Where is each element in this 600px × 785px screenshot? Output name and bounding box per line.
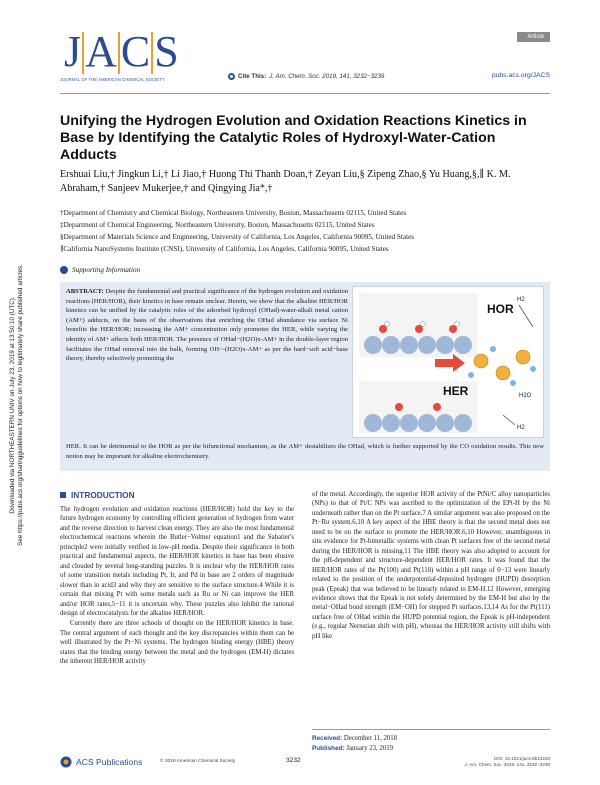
received-value: December 11, 2018 (343, 735, 398, 742)
toc-graphic (352, 286, 544, 438)
toc-h2o-label: H2O (519, 393, 532, 399)
copyright-notice: © 2019 American Chemical Society (160, 759, 236, 764)
toc-hor-label: HOR (487, 302, 514, 316)
toc-arrow-icon (519, 305, 533, 327)
cite-icon (228, 73, 235, 80)
doi-prefix: DOI: (494, 756, 504, 761)
article-type-badge: Article (517, 32, 550, 42)
journal-url[interactable]: pubs.acs.org/JACS (491, 72, 550, 79)
acs-publications-logo[interactable] (60, 756, 142, 768)
journal-full-name: JOURNAL OF THE AMERICAN CHEMICAL SOCIETY (60, 77, 165, 82)
article-title: Unifying the Hydrogen Evolution and Oxidation Reactions Kinetics in Base by Identifying the Catalytic Roles of Hydroxyl-Water-Cation Adducts (60, 113, 527, 163)
doi-link[interactable]: 10.1021/jacs.8b13228 (504, 756, 550, 761)
logo-divider (151, 32, 153, 74)
toc-arrow-icon (503, 415, 515, 425)
affiliation-item: ‡Department of Chemical Engineering, Northeastern University, Boston, Massachusetts 02115, United States (60, 221, 375, 229)
affiliation-item: §Department of Materials Science and Engineering, University of California, Los Angeles, California 90095, United States (60, 233, 415, 241)
page-number: 3232 (286, 757, 301, 764)
intro-paragraph: The hydrogen evolution and oxidation reactions (HER/HOR) hold the key to the future hydrogen economy by controlling efficient generation of hydrogen from water and the reverse direction to harvest clean energy. They are also the most fundamental electrochemical reactions wherein the Butler−Volmer equation1 and the Sabatier's principle2 were initially verified in low-pH media. Despite their significance in both practical and fundamental aspects, the HER/HOR kinetics in base has been elusive and clouded by several long-standing puzzles. It is unclear why the HER/HOR rates of some transition metals including Pt, Ir, and Pd in base are 2 orders of magnitude slower than in acid3 and why they are sensitive to the surface structure.4 While it is certain that mixing Pt with some metals such as Ru or Ni can improve the HER and/or HOR rates,5−11 it is uncertain why. These puzzles also inhibit the rational design of electrocatalysts for the alkaline HER/HOR. (60, 506, 294, 617)
section-square-icon (60, 492, 66, 498)
logo-divider (118, 32, 120, 74)
intro-column-left (60, 490, 294, 667)
header-divider (60, 93, 550, 94)
publisher-name: ACS Publications (76, 757, 143, 767)
author-list[interactable]: Ershuai Liu,† Jingkun Li,† Li Jiao,† Huong Thi Thanh Doan,† Zeyan Liu,§ Zipeng Zhao,§ Yu Huang,§,∥ K. M. Abraham,† Sanjeev Mukerjee,† and Qingying Jia*,† (60, 169, 511, 194)
cite-reference: J. Am. Chem. Soc. 2019, 141, 3232−3239 (269, 73, 385, 80)
published-date (312, 744, 550, 754)
abstract-text-continued: HER. It can be detrimental to the HOR as per the bifunctional mechanism, as the AM+ destabilizes the OHad, which is further supported by the CO oxidation results. This new notion may be important for alkaline electrochemistry. (66, 443, 544, 460)
toc-illustration (353, 287, 545, 439)
toc-cations (474, 350, 530, 380)
download-notice-line2[interactable]: See https://pubs.acs.org/sharingguidelines for options on how to legitimately share published articles. (17, 264, 24, 546)
logo-letter-a: A (85, 27, 117, 76)
received-label: Received: (312, 735, 343, 742)
journal-reference: J. Am. Chem. Soc. 2019, 141, 3232−3239 (464, 762, 550, 767)
intro-column-right (312, 490, 550, 641)
logo-letter-j: J (64, 27, 82, 76)
publication-dates (312, 729, 550, 753)
intro-heading (60, 490, 294, 500)
cite-this[interactable] (228, 73, 384, 80)
supporting-info-link[interactable] (60, 266, 140, 274)
logo-letter-s: S (154, 27, 179, 76)
toc-h2-bottom: H2 (517, 425, 525, 431)
affiliations (60, 207, 550, 255)
intro-paragraph: Currently there are three schools of thought on the HER/HOR kinetics in base. The central argument of each thought and the key discrepancies within them can be well illustrated by the Pt−Ni systems. The hydrogen binding energy (HBE) theory states that the binding energy between the metal and the hydrogen (EM-H) dictates the inherent HER/HOR activity (60, 620, 294, 666)
journal-header (60, 28, 550, 90)
affiliation-item: ∥California NanoSystems Institute (CNSI), University of California, Los Angeles, California 90095, United States (60, 245, 389, 253)
supporting-info-label: Supporting Information (72, 266, 141, 274)
toc-h2-top: H2 (517, 297, 525, 303)
cite-label: Cite This: (238, 73, 267, 80)
toc-her-label: HER (443, 384, 469, 398)
download-notice (2, 235, 32, 575)
abstract-label: ABSTRACT: (66, 288, 104, 295)
intro-paragraph: of the metal. Accordingly, the superior HOR activity of the PtNi/C alloy nanoparticles (NPs) to that of Pt/C NPs was ascribed to the optimization of the EPt-H by the Ni underneath rather than on the Pt surface.7 A similar argument was also proposed on the Pt−Ru system.6,10 A key aspect of the HBE theory is that the second metal does not need to be on the surface to promote the HER/HOR.6,10 However, unambiguous in situ evidence for Pt-bimetallic systems with clean Pt surfaces free of the second metal during the HER/HOR is missing.11 The HBE theory was also adopted to account for the pH-dependent and structure-dependent HER/HOR rates. It was found that the HER/HOR rates of the Pt(100) and Pt(110) within a pH range of 0−13 were linearly related to the position of the underpotential-deposited hydrogen (HUPD) desorption peak (Epeak) that was believed to be linearly related to EM-H.12 However, emerging evidence shows that the Epeak is not solely determined by the EM-H but also by the metal−OHad bond strength (EM−OH) for stepped Pt surfaces.13,14 As for the Pt(111) surface free of OHad within the HUPD potential region, the Epeak is pH-independent (e.g., regular Nernstian shift with pH), whereas the HER/HOR activity still shifts with pH like (312, 491, 550, 640)
page-footer (60, 753, 550, 777)
doi-block (465, 756, 550, 768)
abstract-box (60, 282, 550, 471)
abstract-text (66, 287, 348, 364)
acs-logo-icon (60, 756, 72, 768)
received-date (312, 734, 550, 744)
abstract-body: Despite the fundamental and practical significance of the hydrogen evolution and oxidation reactions (HER/HOR), their kinetics in base remain unclear. Herein, we show that the alkaline HER/HOR kinetics can be unified by the catalytic roles of the adsorbed hydroxyl (OHad)-water-alkali metal cation (AM+) adducts, on the basis of the observations that enriching the OHad abundance via surface Ni benefits the HER/HOR; increasing the AM+ concentration only promotes the HER, while varying the identity of AM+ affects both HER/HOR. The presence of OHad−(H2O)x-AM+ in the double-layer region facilitates the OHad removal into the bulk, forming OH−-(H2O)x-AM+ as per the hard−soft acid−base theory, thereby selectively promoting the (66, 288, 348, 363)
intro-heading-text: INTRODUCTION (71, 490, 135, 500)
published-value: January 23, 2019 (346, 744, 394, 752)
toc-hor-panel (359, 293, 477, 357)
logo-letter-c: C (120, 27, 151, 76)
logo-divider (82, 32, 84, 74)
download-notice-line1: Downloaded via NORTHEASTERN UNIV on July 23, 2019 at 13:50:10 (UTC). (9, 296, 16, 514)
published-label: Published: (312, 744, 345, 752)
supporting-info-icon (60, 266, 68, 274)
affiliation-item: †Department of Chemistry and Chemical Biology, Northeastern University, Boston, Massachusetts 02115, United States (60, 209, 407, 217)
jacs-logo[interactable] (60, 28, 188, 88)
